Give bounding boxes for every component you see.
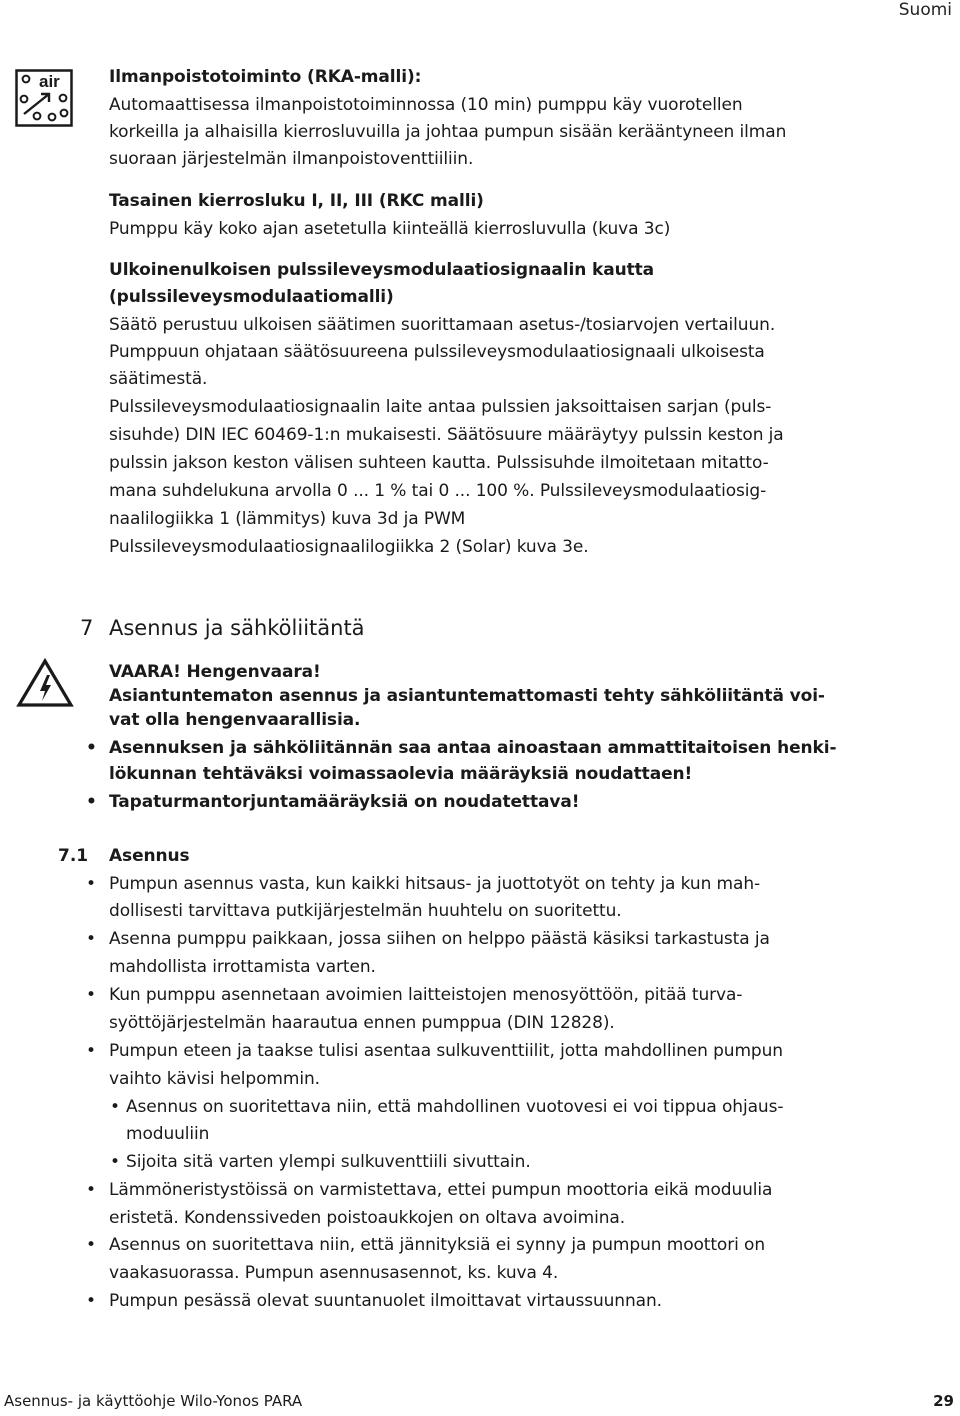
pwm-section-title: Ulkoinenulkoisen pulssileveysmodulaatiosignaalin kautta [109, 260, 655, 280]
list-item: Kun pumppu asennetaan avoimien laitteistojen menosyöttöön, pitää turva- [109, 985, 743, 1005]
constant-section-line: Pumppu käy koko ajan asetetulla kiinteällä kierrosluvulla (kuva 3c) [109, 219, 671, 239]
electrical-hazard-icon [16, 658, 74, 708]
pwm-section-line: naalilogiikka 1 (lämmitys) kuva 3d ja PWM [109, 509, 466, 529]
air-section-title: Ilmanpoistotoiminto (RKA-malli): [109, 67, 422, 87]
bullet-symbol: • [86, 929, 97, 949]
pwm-section-line: Pulssileveysmodulaatiosignaalilogiikka 2 (Solar) kuva 3e. [109, 537, 589, 557]
pwm-section-line: säätimestä. [109, 369, 208, 389]
warning-text: vat olla hengenvaarallisia. [109, 710, 361, 730]
sub-list-item: Sijoita sitä varten ylempi sulkuventtiili sivuttain. [126, 1152, 531, 1172]
pwm-section-line: Pumppuun ohjataan säätösuureena pulssileveysmodulaatiosignaali ulkoisesta [109, 342, 765, 362]
pwm-section-line: pulssin jakson keston välisen suhteen kautta. Pulssisuhde ilmoitetaan mitatto- [109, 453, 769, 473]
warning-bullet: Asennuksen ja sähköliitännän saa antaa ainoastaan ammattitaitoisen henki- [109, 738, 837, 758]
constant-section-title: Tasainen kierrosluku I, II, III (RKC malli) [109, 191, 484, 211]
bullet-symbol: • [86, 1291, 97, 1311]
list-item: mahdollista irrottamista varten. [109, 957, 376, 977]
air-section-line: suoraan järjestelmän ilmanpoistoventtiiliin. [109, 149, 474, 169]
bullet-symbol: • [86, 1041, 97, 1061]
sub-list-item: Asennus on suoritettava niin, että mahdollinen vuotovesi ei voi tippua ohjaus- [126, 1097, 784, 1117]
bullet-symbol: • [86, 792, 97, 812]
pwm-section-line: sisuhde) DIN IEC 60469-1:n mukaisesti. Säätösuure määräytyy pulssin keston ja [109, 425, 784, 445]
air-venting-icon [15, 69, 73, 127]
bullet-symbol: • [86, 1180, 97, 1200]
pwm-section-line: mana suhdelukuna arvolla 0 ... 1 % tai 0 ... 100 %. Pulssileveysmodulaatiosig- [109, 481, 767, 501]
subsection-number: 7.1 [58, 846, 89, 866]
bullet-symbol: • [110, 1097, 121, 1117]
list-item: Asenna pumppu paikkaan, jossa siihen on helppo päästä käsiksi tarkastusta ja [109, 929, 770, 949]
list-item: syöttöjärjestelmän haarautua ennen pumppua (DIN 12828). [109, 1013, 615, 1033]
bullet-symbol: • [110, 1152, 121, 1172]
list-item: vaihto kävisi helpommin. [109, 1069, 320, 1089]
list-item: eristetä. Kondenssiveden poistoaukkojen on oltava avoimina. [109, 1208, 626, 1228]
section-number: 7 [80, 616, 94, 640]
bullet-symbol: • [86, 1235, 97, 1255]
list-item: Pumpun pesässä olevat suuntanuolet ilmoittavat virtaussuunnan. [109, 1291, 662, 1311]
list-item: Asennus on suoritettava niin, että jännityksiä ei synny ja pumpun moottori on [109, 1235, 766, 1255]
subsection-title: Asennus [109, 846, 190, 866]
sub-list-item: moduuliin [126, 1124, 210, 1144]
warning-bullet: Tapaturmantorjuntamääräyksiä on noudatettava! [109, 792, 580, 812]
section-title: Asennus ja sähköliitäntä [109, 616, 365, 640]
air-section-line: Automaattisessa ilmanpoistotoiminnossa (10 min) pumppu käy vuorotellen [109, 95, 743, 115]
list-item: Lämmöneristystöissä on varmistettava, ettei pumpun moottoria eikä moduulia [109, 1180, 773, 1200]
bullet-symbol: • [86, 738, 97, 758]
air-section-line: korkeilla ja alhaisilla kierrosluvuilla ja johtaa pumpun sisään kerääntyneen ilman [109, 122, 787, 142]
pwm-section-title: (pulssileveysmodulaatiomalli) [109, 287, 394, 307]
list-item: dollisesti tarvittava putkijärjestelmän huuhtelu on suoritettu. [109, 901, 622, 921]
bullet-symbol: • [86, 874, 97, 894]
warning-bullet: lökunnan tehtäväksi voimassaolevia määräyksiä noudattaen! [109, 764, 693, 784]
pwm-section-line: Säätö perustuu ulkoisen säätimen suorittamaan asetus-/tosiarvojen vertailuun. [109, 315, 776, 335]
page-number: 29 [933, 1392, 954, 1410]
list-item: vaakasuorassa. Pumpun asennusasennot, ks. kuva 4. [109, 1263, 559, 1283]
list-item: Pumpun asennus vasta, kun kaikki hitsaus- ja juottotyöt on tehty ja kun mah- [109, 874, 761, 894]
bullet-symbol: • [86, 985, 97, 1005]
warning-text: Asiantuntematon asennus ja asiantuntemattomasti tehty sähköliitäntä voi- [109, 686, 825, 706]
list-item: Pumpun eteen ja taakse tulisi asentaa sulkuventtiilit, jotta mahdollinen pumpun [109, 1041, 783, 1061]
footer-document-title: Asennus- ja käyttöohje Wilo-Yonos PARA [4, 1392, 303, 1410]
pwm-section-line: Pulssileveysmodulaatiosignaalin laite antaa pulssien jaksoittaisen sarjan (puls- [109, 397, 772, 417]
warning-title: VAARA! Hengenvaara! [109, 662, 321, 682]
language-label: Suomi [898, 0, 952, 20]
air-label: air [39, 72, 60, 91]
